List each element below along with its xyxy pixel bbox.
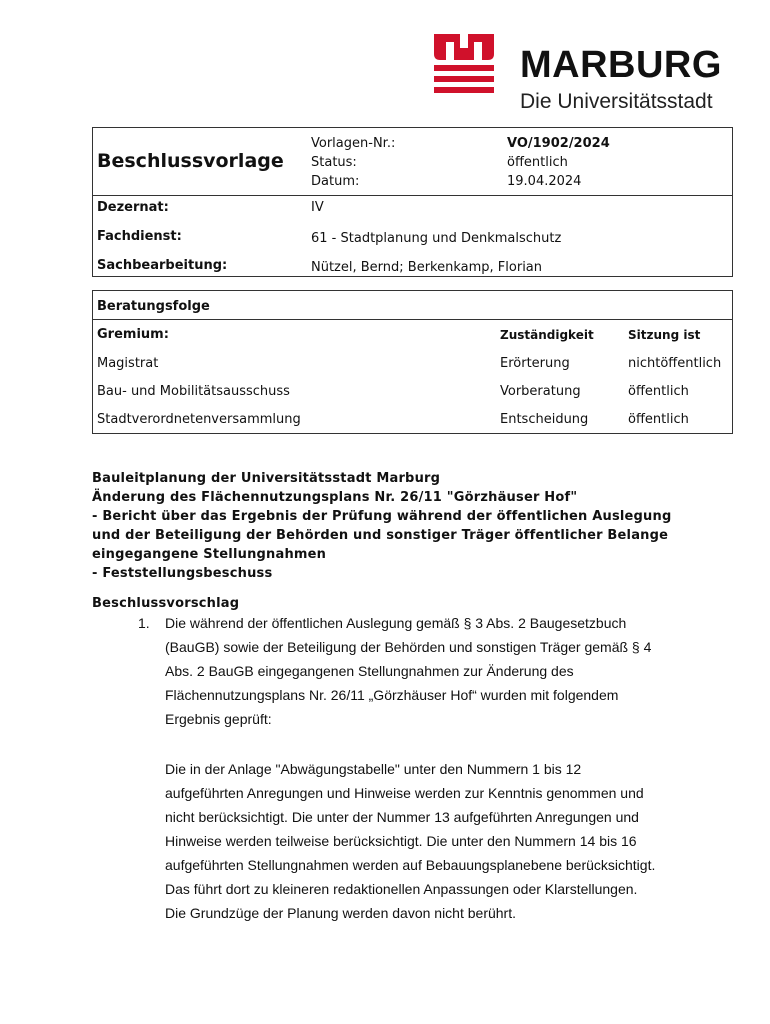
field-label-status: Status: xyxy=(311,155,357,170)
subject-line: - Feststellungsbeschuss xyxy=(92,566,273,581)
subject-line: - Bericht über das Ergebnis der Prüfung während der öffentlichen Auslegung xyxy=(92,509,672,524)
subject-line: eingegangene Stellungnahmen xyxy=(92,547,327,562)
paragraph-line: (BauGB) sowie der Beteiligung der Behörden und sonstigen Träger gemäß § 4 xyxy=(165,639,652,655)
header-box xyxy=(92,127,733,277)
subject-line: Bauleitplanung der Universitätsstadt Marburg xyxy=(92,471,441,486)
column-header-sitzung: Sitzung ist xyxy=(628,328,701,342)
paragraph-line: Das führt dort zu kleineren redaktionellen Anpassungen oder Klarstellungen. xyxy=(165,881,638,897)
proposal-item-number: 1. xyxy=(138,615,150,631)
beratungsfolge-divider xyxy=(93,319,732,320)
paragraph-line: Ergebnis geprüft: xyxy=(165,711,272,727)
paragraph-line: Hinweise werden teilweise berücksichtigt. Die unter den Nummern 14 bis 16 xyxy=(165,833,637,849)
logo-subtitle: Die Universitätsstadt xyxy=(520,90,713,113)
row-gremium: Bau- und Mobilitätsausschuss xyxy=(97,384,290,399)
logo-title: MARBURG xyxy=(520,44,722,86)
column-header-zustaendigkeit: Zuständigkeit xyxy=(500,328,594,342)
paragraph-line: aufgeführten Anregungen und Hinweise werden zur Kenntnis genommen und xyxy=(165,785,644,801)
info-label-fachdienst: Fachdienst: xyxy=(97,229,182,244)
paragraph-line: nicht berücksichtigt. Die unter der Nummer 13 aufgeführten Anregungen und xyxy=(165,809,639,825)
field-value-vorlagen-nr: VO/1902/2024 xyxy=(507,136,610,151)
proposal-heading: Beschlussvorschlag xyxy=(92,596,240,611)
info-label-sachbearbeitung: Sachbearbeitung: xyxy=(97,258,228,273)
row-sitzung: nichtöffentlich xyxy=(628,356,722,371)
subject-line: Änderung des Flächennutzungsplans Nr. 26/11 "Görzhäuser Hof" xyxy=(92,490,578,505)
info-label-dezernat: Dezernat: xyxy=(97,200,169,215)
field-value-datum: 19.04.2024 xyxy=(507,174,582,189)
paragraph-line: Die Grundzüge der Planung werden davon nicht berührt. xyxy=(165,905,516,921)
row-zustaendigkeit: Erörterung xyxy=(500,356,570,371)
field-label-vorlagen-nr: Vorlagen-Nr.: xyxy=(311,136,396,151)
row-sitzung: öffentlich xyxy=(628,384,689,399)
paragraph-line: Die während der öffentlichen Auslegung gemäß § 3 Abs. 2 Baugesetzbuch xyxy=(165,615,627,631)
column-header-gremium: Gremium: xyxy=(97,327,169,342)
beratungsfolge-title: Beratungsfolge xyxy=(97,299,210,314)
marburg-logo-icon xyxy=(434,34,494,94)
field-label-datum: Datum: xyxy=(311,174,360,189)
paragraph-line: Flächennutzungsplans Nr. 26/11 „Görzhäuser Hof“ wurden mit folgendem xyxy=(165,687,619,703)
row-zustaendigkeit: Vorberatung xyxy=(500,384,581,399)
paragraph-line: Die in der Anlage "Abwägungstabelle" unter den Nummern 1 bis 12 xyxy=(165,761,582,777)
paragraph-line: aufgeführten Stellungnahmen werden auf Bebauungsplanebene berücksichtigt. xyxy=(165,857,656,873)
header-divider xyxy=(93,195,732,196)
info-value-fachdienst: 61 - Stadtplanung und Denkmalschutz xyxy=(311,231,562,246)
row-gremium: Stadtverordnetenversammlung xyxy=(97,412,301,427)
row-sitzung: öffentlich xyxy=(628,412,689,427)
row-gremium: Magistrat xyxy=(97,356,159,371)
paragraph-line: Abs. 2 BauGB eingegangenen Stellungnahmen zur Änderung des xyxy=(165,663,574,679)
field-value-status: öffentlich xyxy=(507,155,568,170)
info-value-sachbearbeitung: Nützel, Bernd; Berkenkamp, Florian xyxy=(311,260,543,275)
row-zustaendigkeit: Entscheidung xyxy=(500,412,589,427)
subject-line: und der Beteiligung der Behörden und sonstiger Träger öffentlicher Belange xyxy=(92,528,669,543)
doc-type-title: Beschlussvorlage xyxy=(97,150,284,172)
beratungsfolge-box xyxy=(92,290,733,434)
info-value-dezernat: IV xyxy=(311,200,324,215)
